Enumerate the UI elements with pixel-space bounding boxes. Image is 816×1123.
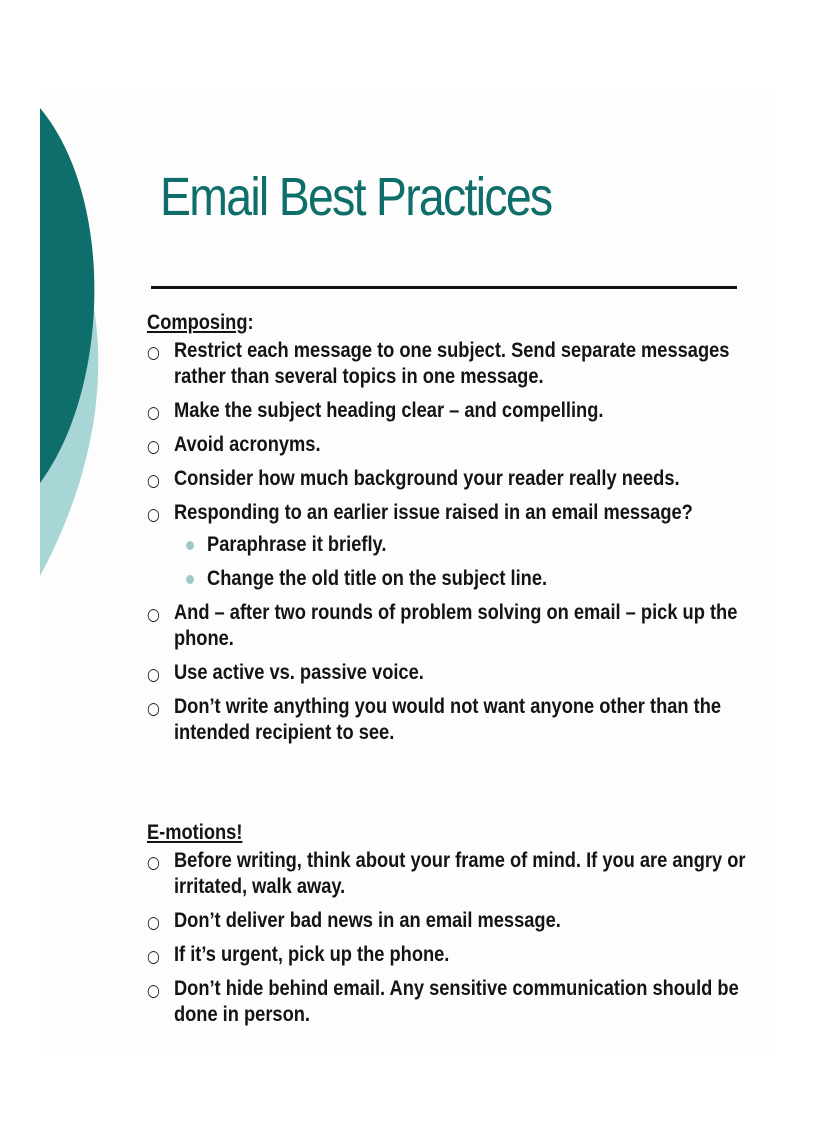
decorative-arcs (40, 88, 160, 588)
list-item-text: If it’s urgent, pick up the phone. (173, 943, 450, 966)
list-item-text: Don’t hide behind email. Any sensitive communication should be done in person. (173, 977, 739, 1026)
page-title: Email Best Practices (160, 167, 552, 227)
section-heading-emotions: E-motions! (147, 821, 243, 844)
list-item (147, 660, 747, 686)
emotions-list (147, 848, 747, 1028)
list-item-text: Use active vs. passive voice. (173, 661, 424, 684)
list-item (147, 466, 747, 492)
slide-content (147, 310, 747, 1036)
title-divider (151, 286, 737, 289)
section-heading-colon: : (247, 311, 254, 334)
list-item (147, 600, 747, 652)
list-item (147, 398, 747, 424)
list-item (147, 942, 747, 968)
hollow-circle-icon: ○ (147, 471, 160, 491)
section-heading-composing (147, 310, 747, 336)
list-item (147, 500, 747, 592)
hollow-circle-icon: ○ (147, 699, 160, 719)
hollow-circle-icon: ○ (147, 913, 160, 933)
list-item (147, 338, 747, 390)
sub-list-item (174, 532, 747, 558)
list-item-text: Don’t write anything you would not want anyone other than the intended recipient to see. (173, 695, 722, 744)
list-item-text: Don’t deliver bad news in an email message. (173, 909, 561, 932)
hollow-circle-icon: ○ (147, 343, 160, 363)
list-item-text: Before writing, think about your frame of mind. If you are angry or irritated, walk away. (173, 849, 746, 898)
sub-list-item-text: Change the old title on the subject line. (207, 567, 548, 590)
list-item-text: And – after two rounds of problem solving on email – pick up the phone. (173, 601, 738, 650)
sub-list (174, 532, 747, 592)
hollow-circle-icon: ○ (147, 505, 160, 525)
filled-dot-icon (186, 541, 194, 550)
list-item (147, 432, 747, 458)
list-item-text: Make the subject heading clear – and compelling. (173, 399, 604, 422)
sub-list-item-text: Paraphrase it briefly. (207, 533, 387, 556)
hollow-circle-icon: ○ (147, 437, 160, 457)
sub-list-item (174, 566, 747, 592)
filled-dot-icon (186, 575, 194, 584)
list-item-text: Restrict each message to one subject. Send separate messages rather than several topics in one message. (173, 339, 730, 388)
hollow-circle-icon: ○ (147, 853, 160, 873)
section-heading-text: Composing (147, 311, 248, 334)
slide (40, 88, 776, 1056)
hollow-circle-icon: ○ (147, 605, 160, 625)
list-item (147, 848, 747, 900)
composing-list (147, 338, 747, 746)
hollow-circle-icon: ○ (147, 665, 160, 685)
list-item (147, 694, 747, 746)
hollow-circle-icon: ○ (147, 403, 160, 423)
list-item-text: Responding to an earlier issue raised in an email message? (173, 501, 693, 524)
list-item-text: Avoid acronyms. (173, 433, 321, 456)
hollow-circle-icon: ○ (147, 947, 160, 967)
list-item (147, 976, 747, 1028)
section-spacer (147, 754, 747, 820)
list-item-text: Consider how much background your reader really needs. (173, 467, 680, 490)
hollow-circle-icon: ○ (147, 981, 160, 1001)
list-item (147, 908, 747, 934)
